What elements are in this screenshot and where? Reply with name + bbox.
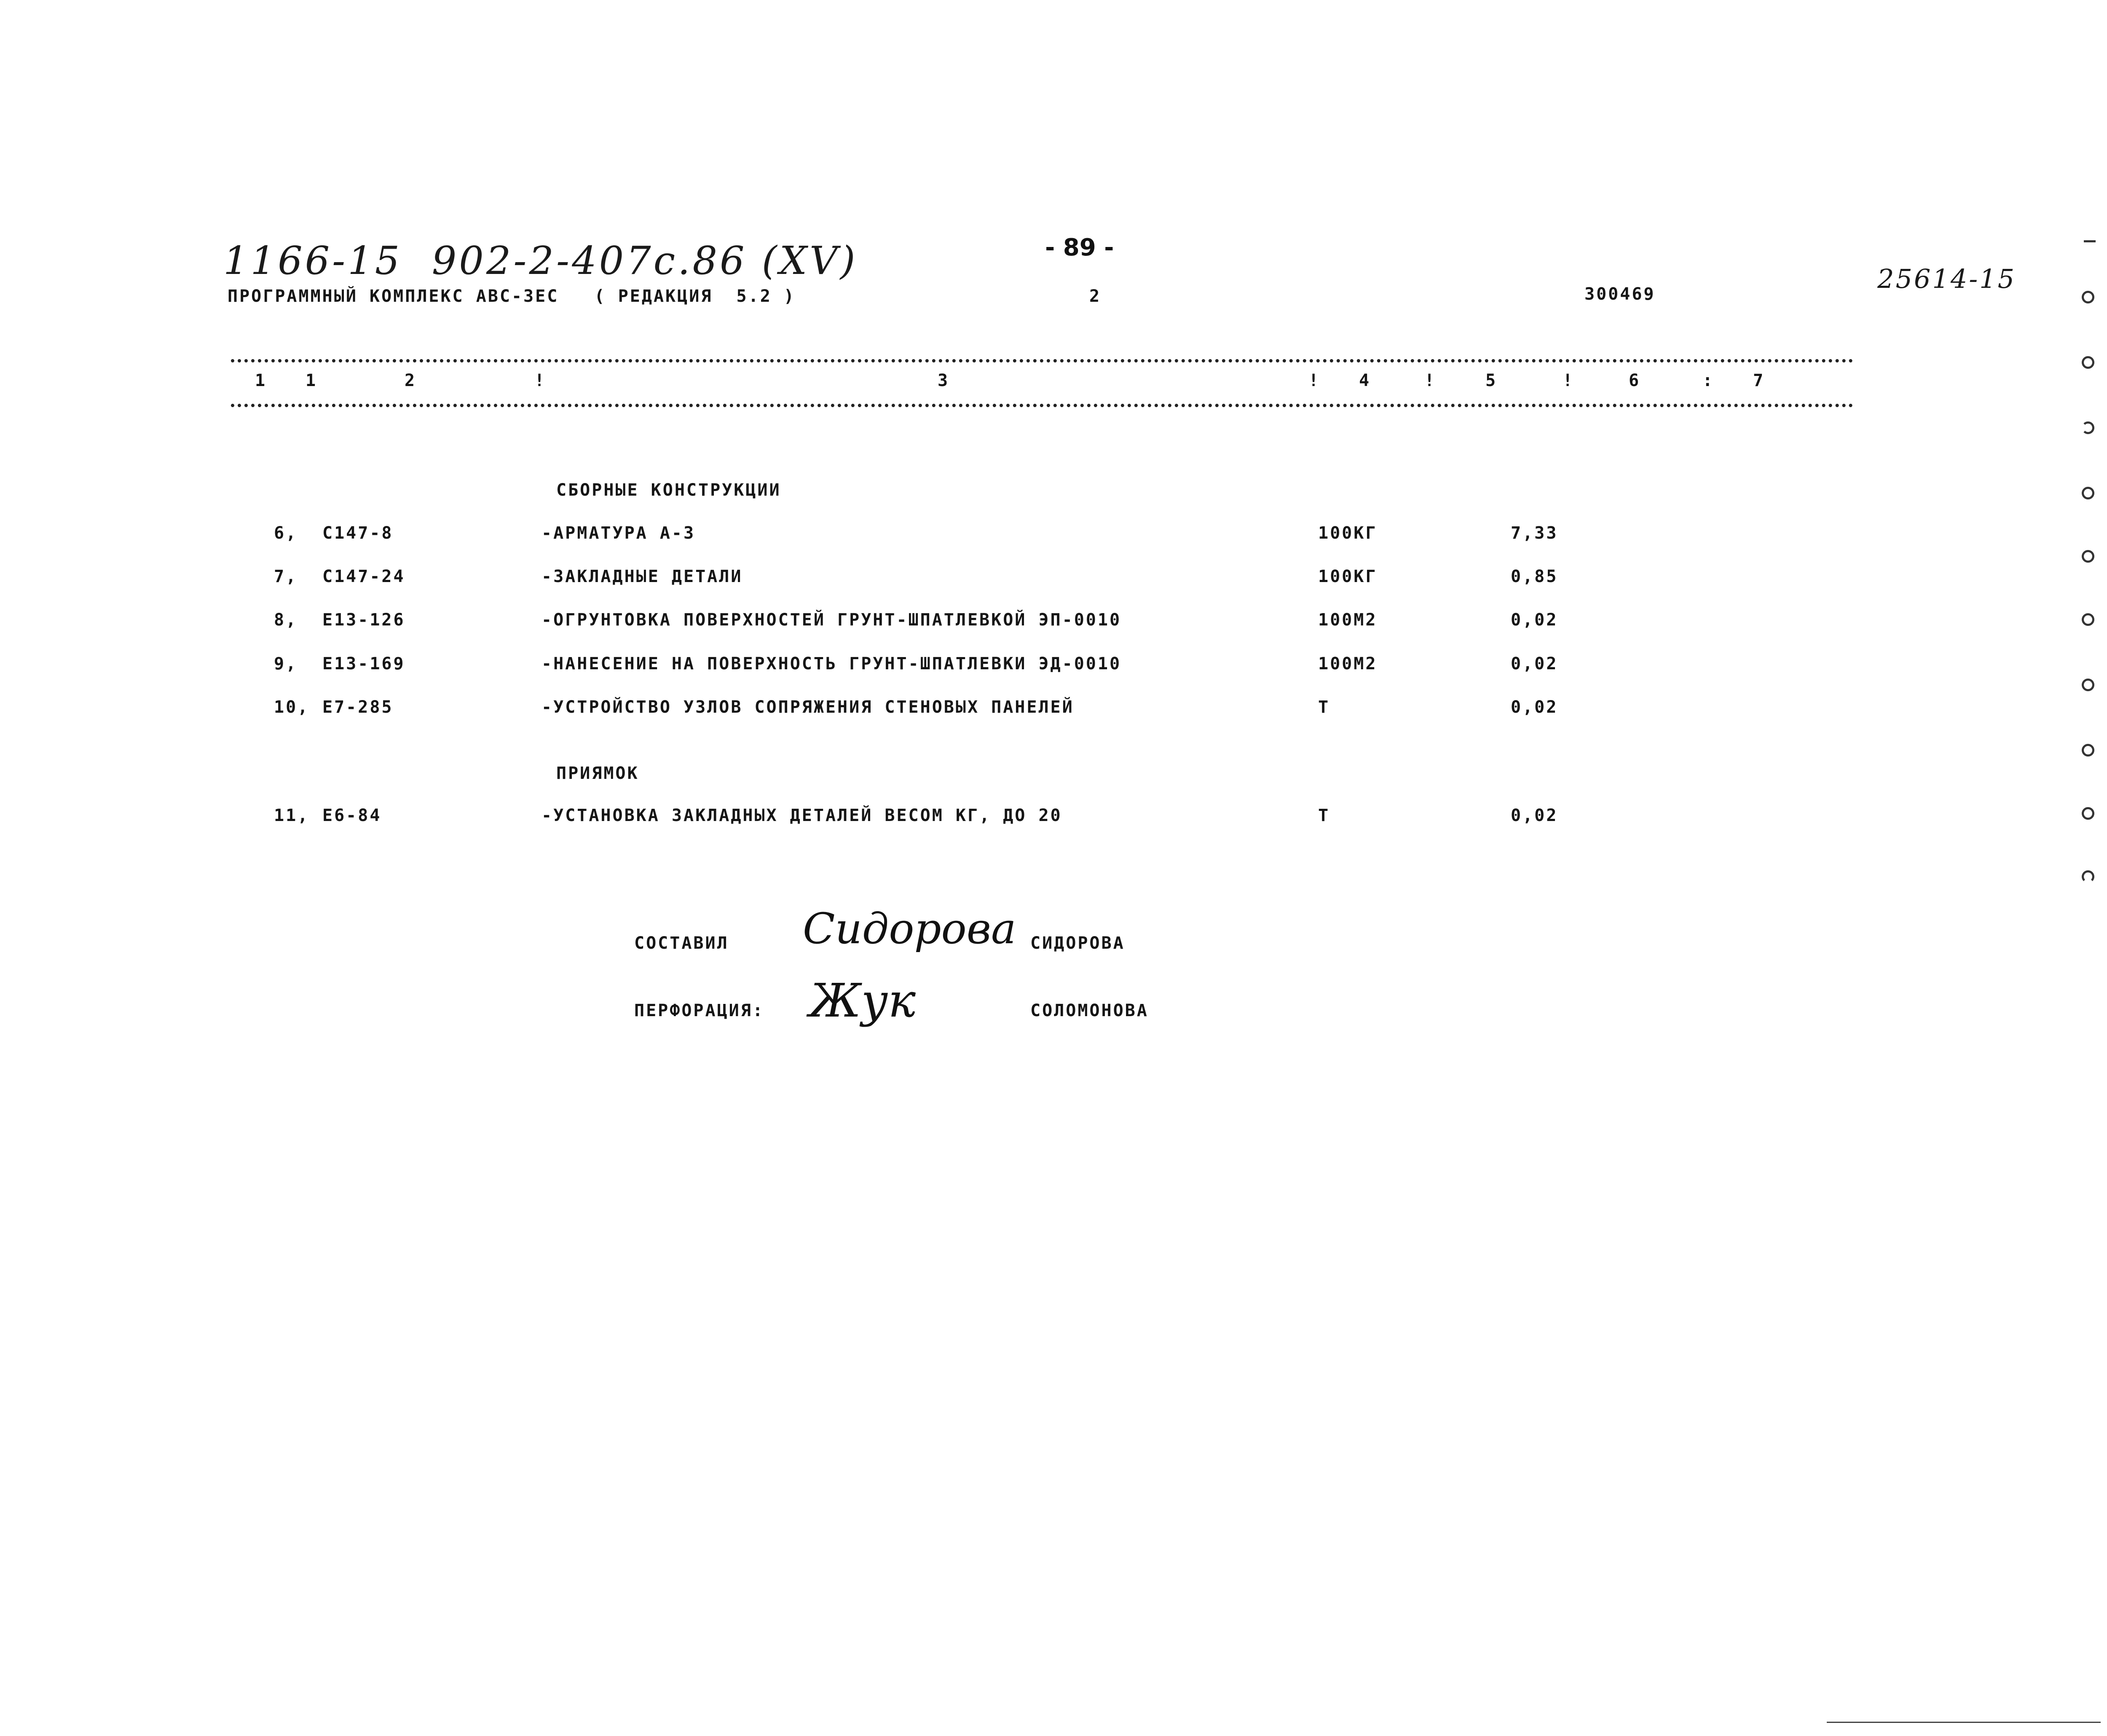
col-header-1: 1 [255, 371, 267, 390]
perforation-label: ПЕРФОРАЦИЯ: [634, 1001, 764, 1020]
bottom-rule [1827, 1722, 2101, 1723]
col-header-sep-7: : [1702, 371, 1715, 390]
row-code: С147-8 [322, 523, 394, 543]
binder-hole [2082, 487, 2094, 499]
program-header: ПРОГРАММНЫЙ КОМПЛЕКС АВС-3ЕС ( РЕДАКЦИЯ 5.2 ) [228, 287, 796, 306]
row-number: 9, [274, 654, 298, 673]
col-header-7: 7 [1753, 371, 1765, 390]
col-header-4: 4 [1359, 371, 1371, 390]
col-header-1b: 1 [306, 371, 318, 390]
row-quantity: 0,85 [1511, 567, 1558, 586]
document-number: 300469 [1584, 284, 1656, 304]
binder-hole [2082, 356, 2094, 369]
row-description: -УСТАНОВКА ЗАКЛАДНЫХ ДЕТАЛЕЙ ВЕСОМ КГ, ДО 20 [541, 806, 1062, 825]
row-quantity: 0,02 [1511, 806, 1558, 825]
row-quantity: 0,02 [1511, 610, 1558, 630]
row-unit: 100М2 [1318, 610, 1378, 630]
row-unit: 100КГ [1318, 523, 1378, 543]
row-number: 10, [274, 698, 310, 717]
row-description: -ЗАКЛАДНЫЕ ДЕТАЛИ [541, 567, 743, 586]
col-header-6: 6 [1629, 371, 1641, 390]
row-unit: Т [1318, 806, 1330, 825]
binder-hole [2082, 550, 2094, 563]
row-description: -АРМАТУРА А-3 [541, 523, 696, 543]
row-code: Е13-169 [322, 654, 405, 673]
col-header-sep-6: ! [1563, 371, 1575, 390]
col-header-3: 3 [938, 371, 950, 390]
section-title: ПРИЯМОК [556, 764, 639, 783]
binder-hole [2082, 613, 2094, 626]
binder-hole [2082, 679, 2094, 691]
sheet-number: 2 [1089, 287, 1102, 306]
row-quantity: 7,33 [1511, 523, 1558, 543]
handwritten-doc-reference: 1166-15 902-2-407c.86 (XV) [223, 238, 858, 283]
row-code: Е7-285 [322, 698, 394, 717]
row-code: Е6-84 [322, 806, 382, 825]
section-title: СБОРНЫЕ КОНСТРУКЦИИ [556, 480, 781, 500]
row-number: 11, [274, 806, 310, 825]
signature-compiler: Сидорова [803, 904, 1016, 953]
header-bottom-rule [231, 404, 1853, 407]
col-header-2: 2 [405, 371, 417, 390]
row-code: Е13-126 [322, 610, 405, 630]
row-code: С147-24 [322, 567, 405, 586]
col-header-sep: ! [534, 371, 547, 390]
binder-hole [2082, 807, 2094, 820]
row-description: -УСТРОЙСТВО УЗЛОВ СОПРЯЖЕНИЯ СТЕНОВЫХ ПАНЕЛЕЙ [541, 698, 1074, 717]
header-top-rule [231, 359, 1853, 362]
page-number: - 89 - [1045, 234, 1114, 261]
inventory-number: 25614-15 [1877, 263, 2016, 294]
row-number: 8, [274, 610, 298, 630]
binder-hole [2082, 870, 2094, 883]
row-number: 7, [274, 567, 298, 586]
row-unit: 100КГ [1318, 567, 1378, 586]
col-header-sep-5: ! [1424, 371, 1437, 390]
col-header-5: 5 [1485, 371, 1498, 390]
perforation-name: СОЛОМОНОВА [1030, 1001, 1149, 1020]
col-header-sep-4: ! [1308, 371, 1321, 390]
binder-hole [2082, 291, 2094, 303]
compiled-by-label: СОСТАВИЛ [634, 934, 729, 953]
signature-perforation: Жук [809, 974, 916, 1028]
row-unit: 100М2 [1318, 654, 1378, 673]
margin-tick [2084, 240, 2096, 242]
binder-hole [2082, 744, 2094, 757]
row-unit: Т [1318, 698, 1330, 717]
row-description: -ОГРУНТОВКА ПОВЕРХНОСТЕЙ ГРУНТ-ШПАТЛЕВКОЙ ЭП-0010 [541, 610, 1122, 630]
row-quantity: 0,02 [1511, 698, 1558, 717]
row-description: -НАНЕСЕНИЕ НА ПОВЕРХНОСТЬ ГРУНТ-ШПАТЛЕВКИ ЭД-0010 [541, 654, 1122, 673]
compiled-by-name: СИДОРОВА [1030, 934, 1125, 953]
binder-hole [2082, 421, 2094, 434]
row-quantity: 0,02 [1511, 654, 1558, 673]
row-number: 6, [274, 523, 298, 543]
